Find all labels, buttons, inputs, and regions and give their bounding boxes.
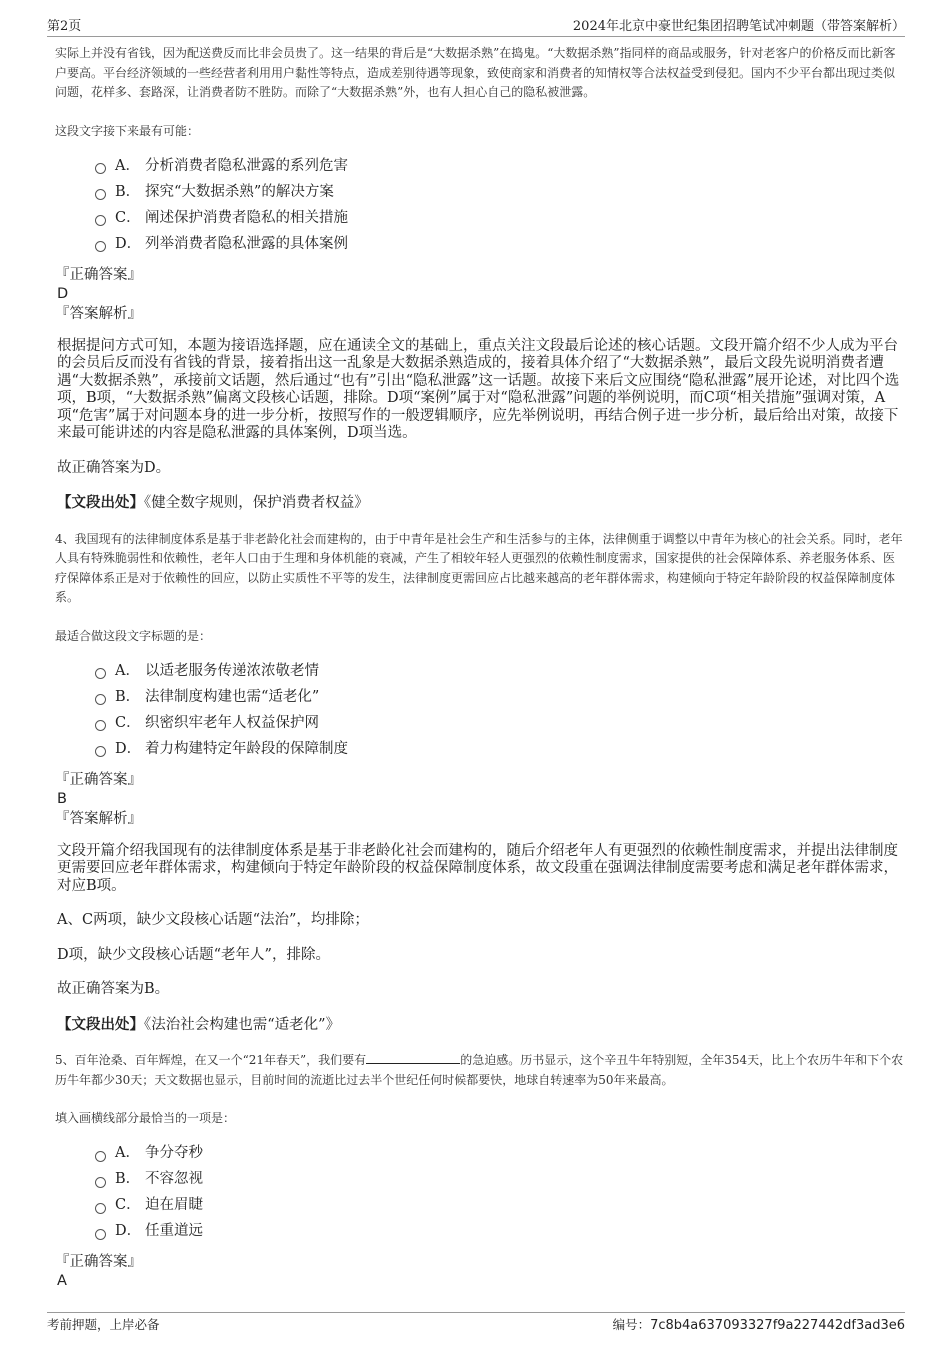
fill-blank xyxy=(366,1051,460,1064)
question-3-passage: 实际上并没有省钱，因为配送费反而比非会员贵了。这一结果的背后是“大数据杀熟”在捣鬼。“大数据杀熟”指同样的商品或服务，针对老客户的价格反而比新客户要高。平台经济领域的一些经营者利用用户黏性等特点，造成差别待遇等现象，致使商家和消费者的知情权等合法权益受到侵犯。国内不少平台都出现过类似问题，花样多、套路深，让消费者防不胜防。而除了“大数据杀熟”外，也有人担心自己的隐私被泄露。 xyxy=(55,46,896,99)
question-4-passage: 4、我国现有的法律制度体系是基于非老龄化社会而建构的，由于中青年是社会生产和生活参与的主体，法律侧重于调整以中青年为核心的社会关系。同时，老年人具有特殊脆弱性和依赖性，老年人口由于生理和身体机能的衰减，产生了相较年轻人更强烈的依赖性制度需求，国家提供的社会保障体系、养老服务体系、医疗保障体系正是对于依赖性的回应，以防止实质性不平等的发生，法律制度更需回应占比越来越高的老年群体需求，构建倾向于特定年龄阶段的权益保障制度体系。 xyxy=(55,531,903,604)
answer-label: 『正确答案』 xyxy=(55,1254,142,1270)
question-4-options xyxy=(95,658,905,762)
option-b[interactable]: B． 法律制度构建也需“适老化” xyxy=(95,684,905,710)
analysis-note-d: D项，缺少文段核心话题“老年人”，排除。 xyxy=(57,946,330,963)
answer-label: 『正确答案』 xyxy=(55,266,142,283)
radio-icon[interactable] xyxy=(95,1151,106,1162)
radio-icon[interactable] xyxy=(95,1203,106,1214)
question-5-options xyxy=(95,1140,905,1244)
question-5-prompt: 填入画横线部分最恰当的一项是： xyxy=(55,1111,236,1125)
question-4 xyxy=(55,530,905,1035)
analysis-note-ac: A、C两项，缺少文段核心话题“法治”，均排除； xyxy=(57,912,369,928)
answer-label: 『正确答案』 xyxy=(55,771,142,788)
question-4-prompt: 最适合做这段文字标题的是： xyxy=(55,628,212,643)
document-title: 2024年北京中豪世纪集团招聘笔试冲刺题（带答案解析） xyxy=(572,19,905,34)
radio-icon[interactable] xyxy=(95,189,106,200)
option-d[interactable]: D． 任重道远 xyxy=(95,1218,905,1244)
radio-icon[interactable] xyxy=(95,720,106,731)
option-d[interactable]: D． 列举消费者隐私泄露的具体案例 xyxy=(95,231,905,257)
option-b[interactable]: B． 探究“大数据杀熟”的解决方案 xyxy=(95,179,905,205)
option-b[interactable]: B． 不容忽视 xyxy=(95,1166,905,1192)
document-code: 编号：7c8b4a637093327f9a227442df3ad3e6 xyxy=(612,1317,905,1333)
analysis-label: 『答案解析』 xyxy=(55,810,142,827)
radio-icon[interactable] xyxy=(95,1229,106,1240)
radio-icon[interactable] xyxy=(95,746,106,757)
source-citation: 【文段出处】《健全数字规则，保护消费者权益》 xyxy=(57,494,369,511)
analysis-label: 『答案解析』 xyxy=(55,305,142,322)
question-3 xyxy=(55,44,905,513)
analysis-conclusion: 故正确答案为B。 xyxy=(57,981,170,997)
option-c[interactable]: C． 迫在眉睫 xyxy=(95,1192,905,1218)
question-5 xyxy=(55,1051,905,1290)
question-3-prompt: 这段文字接下来最有可能： xyxy=(55,123,200,138)
document-body xyxy=(55,44,905,1290)
source-citation: 【文段出处】《法治社会构建也需“适老化”》 xyxy=(57,1015,341,1033)
radio-icon[interactable] xyxy=(95,668,106,679)
radio-icon[interactable] xyxy=(95,694,106,705)
option-d[interactable]: D． 着力构建特定年龄段的保障制度 xyxy=(95,736,905,762)
page-number: 第2页 xyxy=(47,19,82,34)
option-a[interactable]: A． 分析消费者隐私泄露的系列危害 xyxy=(95,153,905,179)
option-c[interactable]: C． 织密织牢老年人权益保护网 xyxy=(95,710,905,736)
analysis-paragraph: 根据提问方式可知，本题为接语选择题，应在通读全文的基础上，重点关注文段最后论述的核心话题。文段开篇介绍不少人成为平台的会员后反而没有省钱的背景，接着指出这一乱象是大数据杀熟造成的，接着具体介绍了“大数据杀熟”，最后文段先说明消费者遭遇“大数据杀熟”，承接前文话题，然后通过“也有”引出“隐私泄露”这一话题。故接下来后文应围绕“隐私泄露”展开论述，对比四个选项，B项，“大数据杀熟”偏离文段核心话题，排除。D项“案例”属于对“隐私泄露”问题的举例说明，而C项“相关措施”强调对策，A项“危害”属于对问题本身的进一步分析，按照写作的一般逻辑顺序，应先举例说明，再结合例子进一步分析，最后给出对策，故接下来最可能讲述的内容是隐私泄露的具体案例，D项当选。 xyxy=(57,337,900,441)
correct-answer: D xyxy=(57,285,69,302)
radio-icon[interactable] xyxy=(95,241,106,252)
question-3-options xyxy=(95,153,905,257)
analysis-paragraph: 文段开篇介绍我国现有的法律制度体系是基于非老龄化社会而建构的，随后介绍老年人有更强烈的依赖性制度需求，并提出法律制度更需要回应老年群体需求，构建倾向于特定年龄阶段的权益保障制度体系，故文段重在强调法律制度需要考虑和满足老年群体需求，对应B项。 xyxy=(57,842,898,894)
page-footer xyxy=(47,1312,905,1333)
analysis-conclusion: 故正确答案为D。 xyxy=(57,459,171,476)
radio-icon[interactable] xyxy=(95,215,106,226)
footer-slogan: 考前押题，上岸必备 xyxy=(47,1317,160,1332)
option-a[interactable]: A． 以适老服务传递浓浓敬老情 xyxy=(95,658,905,684)
page-header xyxy=(47,14,905,37)
question-5-passage: 5、百年沧桑、百年辉煌，在又一个“21年春天”，我们要有 的急迫感。历书显示，这个辛丑牛年特别短，全年354天，比上个农历牛年和下个农历牛年都少30天；天文数据也显示，目前时间的流逝比过去半个世纪任何时候都要快，地球自转速率为50年来最高。 xyxy=(55,1053,904,1087)
correct-answer: A xyxy=(57,1273,67,1289)
option-c[interactable]: C． 阐述保护消费者隐私的相关措施 xyxy=(95,205,905,231)
radio-icon[interactable] xyxy=(95,1177,106,1188)
option-a[interactable]: A． 争分夺秒 xyxy=(95,1140,905,1166)
radio-icon[interactable] xyxy=(95,163,106,174)
correct-answer: B xyxy=(57,790,67,807)
